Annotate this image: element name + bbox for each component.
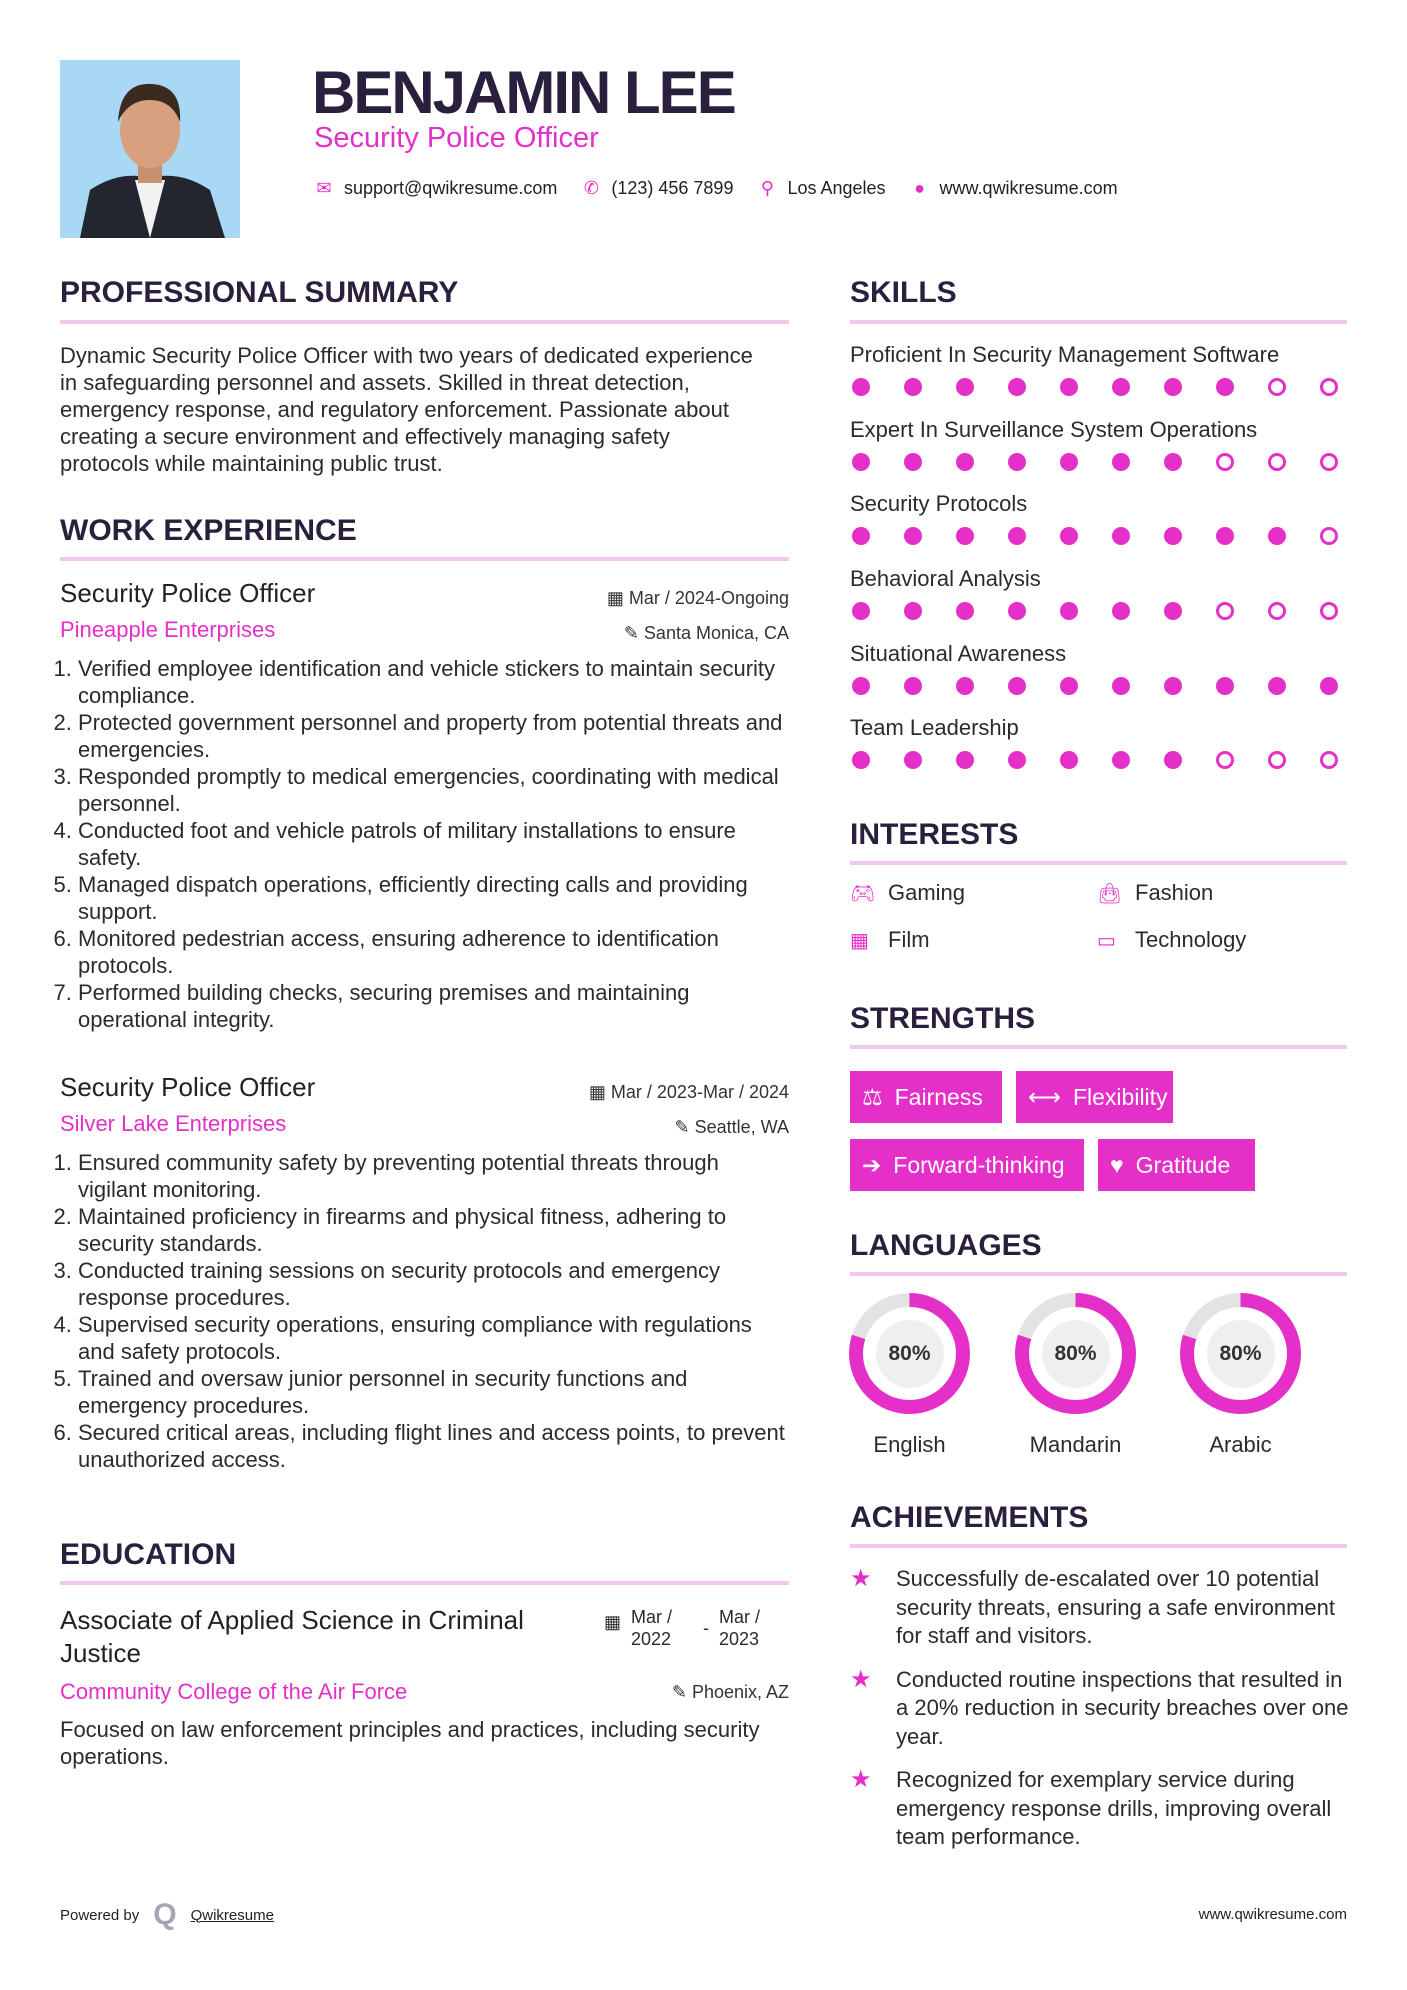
achievement-text: Recognized for exemplary service during emergency response drills, improving overall team performance. — [896, 1767, 1332, 1849]
rating-dot-filled — [1060, 751, 1078, 769]
location-text: Los Angeles — [787, 178, 886, 198]
interest-label: Technology — [1135, 927, 1247, 952]
rating-dot-filled — [1008, 751, 1026, 769]
phone-text: (123) 456 7899 — [611, 178, 734, 198]
education-description: Focused on law enforcement principles and practices, including security operations. — [60, 1717, 760, 1769]
skill-name: Situational Awareness — [850, 640, 1067, 666]
job-entry — [60, 578, 789, 1033]
rating-dot-empty — [1216, 751, 1234, 769]
rating-dot-filled — [1164, 378, 1182, 396]
job-location-text: Santa Monica, CA — [643, 623, 789, 643]
rating-dot-filled — [1008, 453, 1026, 471]
job-bullet: 5. Managed dispatch operations, efficiently directing calls and providing support. — [78, 871, 789, 925]
interest-item — [850, 927, 930, 953]
shooting-star-icon: ★ — [850, 1565, 872, 1592]
profile-photo — [60, 60, 240, 238]
achievements-list — [850, 1565, 1350, 1867]
rating-dot-filled — [1216, 677, 1234, 695]
language-item — [849, 1293, 970, 1458]
job-role: Security Police Officer — [60, 578, 316, 608]
rating-dot-filled — [1060, 677, 1078, 695]
divider — [850, 320, 1347, 324]
rating-dot-filled — [852, 751, 870, 769]
rating-dot-filled — [1008, 602, 1026, 620]
job-role: Security Police Officer — [60, 1072, 316, 1102]
rating-dot-filled — [1008, 677, 1026, 695]
rating-dot-filled — [956, 378, 974, 396]
job-bullet: 1. Verified employee identification and vehicle stickers to maintain security compliance. — [78, 655, 789, 709]
rating-dot-filled — [904, 378, 922, 396]
interest-item — [1097, 880, 1213, 906]
rating-dot-empty — [1268, 378, 1286, 396]
calendar-icon: ▦ — [606, 588, 629, 608]
globe-icon: ● — [914, 178, 925, 198]
divider — [60, 1581, 789, 1585]
rating-dot-empty — [1320, 751, 1338, 769]
language-percent: 80% — [1042, 1320, 1110, 1388]
language-percent: 80% — [1207, 1320, 1275, 1388]
rating-dot-filled — [904, 677, 922, 695]
interest-label: Fashion — [1135, 880, 1214, 905]
rating-dot-filled — [904, 602, 922, 620]
rating-dot-empty — [1320, 527, 1338, 545]
rating-dot-filled — [956, 677, 974, 695]
skill-item — [850, 491, 1338, 566]
language-name: English — [873, 1432, 946, 1457]
rating-dot-filled — [1112, 677, 1130, 695]
rating-dot-filled — [1060, 453, 1078, 471]
language-ring — [1015, 1293, 1136, 1414]
job-bullets — [60, 655, 789, 1033]
rating-dot-empty — [1268, 751, 1286, 769]
languages-heading: LANGUAGES — [850, 1229, 1042, 1262]
strength-tag — [850, 1071, 1002, 1123]
divider — [60, 557, 789, 561]
degree: Associate of Applied Science in Criminal Justice — [60, 1605, 524, 1668]
skill-name: Security Protocols — [850, 491, 1028, 517]
rating-dot-empty — [1320, 602, 1338, 620]
strength-label: Flexibility — [1072, 1083, 1168, 1110]
divider — [850, 1272, 1347, 1276]
rating-dot-filled — [1164, 751, 1182, 769]
skill-rating — [850, 751, 1338, 769]
language-ring — [1180, 1293, 1301, 1414]
rating-dot-filled — [1060, 378, 1078, 396]
education-location-text: Phoenix, AZ — [691, 1682, 789, 1702]
footer-website[interactable]: www.qwikresume.com — [1198, 1906, 1347, 1923]
job-bullets — [60, 1149, 789, 1473]
rating-dot-filled — [852, 602, 870, 620]
rating-dot-filled — [1112, 751, 1130, 769]
education-location — [672, 1682, 789, 1703]
rating-dot-filled — [852, 677, 870, 695]
rating-dot-filled — [1112, 602, 1130, 620]
strengths-heading: STRENGTHS — [850, 1002, 1036, 1035]
job-bullet: 3. Conducted training sessions on security protocols and emergency response procedures. — [78, 1257, 789, 1311]
job-bullet: 2. Protected government personnel and property from potential threats and emergencies. — [78, 709, 789, 763]
contact-bar — [314, 178, 1118, 199]
job-bullet: 5. Trained and oversaw junior personnel in security functions and emergency procedures. — [78, 1365, 789, 1419]
film-icon: ▦ — [850, 929, 869, 952]
shopping-bag-icon: 👜︎ — [1097, 882, 1123, 905]
interest-item — [850, 880, 965, 906]
rating-dot-filled — [1112, 453, 1130, 471]
skills-heading: SKILLS — [850, 276, 957, 309]
interest-label: Film — [888, 927, 930, 952]
job-bullet: 7. Performed building checks, securing premises and maintaining operational integrity. — [78, 979, 789, 1033]
summary-text: Dynamic Security Police Officer with two years of dedicated experience in safeguarding personnel and assets. Skilled in threat detection, emergency response, and regulatory enforcement. Passionate about creating a secure environment and effectively managing safety protocols while maintaining public trust. — [60, 343, 753, 476]
calendar-icon: ▦ — [604, 1612, 622, 1632]
qwikresume-logo-icon: Q — [153, 1898, 177, 1931]
language-item — [1015, 1293, 1136, 1458]
achievements-heading: ACHIEVEMENTS — [850, 1501, 1089, 1534]
rating-dot-filled — [1008, 527, 1026, 545]
strength-tag — [1016, 1071, 1173, 1123]
brand-link[interactable]: Qwikresume — [190, 1906, 274, 1924]
skill-name: Expert In Surveillance System Operations — [850, 416, 1258, 442]
interests-heading: INTERESTS — [850, 818, 1019, 851]
strength-label: Gratitude — [1135, 1151, 1231, 1178]
heart-icon: ♥ — [1110, 1151, 1124, 1178]
skill-item — [850, 715, 1338, 790]
rating-dot-filled — [956, 453, 974, 471]
rating-dot-filled — [956, 527, 974, 545]
rating-dot-filled — [1268, 527, 1286, 545]
achievement-text: Successfully de-escalated over 10 potential security threats, ensuring a safe environment for staff and visitors. — [896, 1566, 1336, 1648]
skills-list — [850, 342, 1338, 790]
rating-dot-filled — [1164, 602, 1182, 620]
email-link[interactable]: support@qwikresume.com — [344, 178, 558, 198]
rating-dot-filled — [1112, 527, 1130, 545]
rating-dot-filled — [852, 453, 870, 471]
rating-dot-filled — [956, 751, 974, 769]
footer-powered — [60, 1898, 274, 1932]
rating-dot-filled — [904, 527, 922, 545]
rating-dot-empty — [1320, 453, 1338, 471]
skill-item — [850, 641, 1338, 716]
job-company: Pineapple Enterprises — [60, 617, 276, 642]
job-location-text: Seattle, WA — [694, 1117, 789, 1137]
job-company: Silver Lake Enterprises — [60, 1111, 287, 1136]
job-date-text: Mar / 2024-Ongoing — [628, 588, 789, 608]
rating-dot-filled — [1164, 677, 1182, 695]
map-pin-icon: ⚲ — [760, 178, 775, 198]
language-name: Mandarin — [1029, 1432, 1122, 1457]
pushpin-icon: ✎ — [671, 1682, 692, 1702]
arrow-right-icon: ➔ — [862, 1151, 882, 1178]
education-start: Mar / 2022 — [631, 1607, 673, 1649]
rating-dot-filled — [1060, 602, 1078, 620]
strength-label: Fairness — [894, 1083, 983, 1110]
education-heading: EDUCATION — [60, 1538, 237, 1571]
achievement-item — [850, 1766, 1350, 1852]
pushpin-icon: ✎ — [623, 623, 644, 643]
skill-name: Team Leadership — [850, 715, 1019, 741]
job-bullet: 6. Secured critical areas, including flight lines and access points, to prevent unauthorized access. — [78, 1419, 789, 1473]
job-entry — [60, 1072, 789, 1473]
calendar-icon: ▦ — [588, 1082, 611, 1102]
rating-dot-filled — [956, 602, 974, 620]
school-name: Community College of the Air Force — [60, 1679, 408, 1704]
job-location — [675, 1117, 789, 1138]
job-bullet: 3. Responded promptly to medical emergencies, coordinating with medical personnel. — [78, 763, 789, 817]
job-date — [607, 588, 789, 609]
skill-name: Proficient In Security Management Software — [850, 342, 1280, 367]
education-dates — [604, 1606, 781, 1650]
job-location — [624, 623, 789, 644]
language-ring — [849, 1293, 970, 1414]
rating-dot-filled — [1164, 453, 1182, 471]
gamepad-icon: 🎮︎ — [850, 882, 876, 905]
divider — [60, 320, 789, 324]
experience-heading: WORK EXPERIENCE — [60, 514, 357, 547]
job-bullet: 2. Maintained proficiency in firearms and physical fitness, adhering to security standards. — [78, 1203, 789, 1257]
skill-item — [850, 566, 1338, 641]
interest-label: Gaming — [888, 880, 966, 905]
achievement-text: Conducted routine inspections that resulted in a 20% reduction in security breaches over one year. — [896, 1666, 1349, 1749]
language-item — [1180, 1293, 1301, 1458]
rating-dot-filled — [1112, 378, 1130, 396]
powered-by-text: Powered by — [60, 1906, 140, 1924]
candidate-name: BENJAMIN LEE — [312, 59, 735, 126]
job-bullet: 1. Ensured community safety by preventing potential threats through vigilant monitoring. — [78, 1149, 789, 1203]
divider — [850, 861, 1347, 865]
achievement-item — [850, 1666, 1350, 1752]
strength-label: Forward-thinking — [893, 1151, 1065, 1178]
summary-heading: PROFESSIONAL SUMMARY — [60, 276, 459, 309]
job-bullet: 4. Conducted foot and vehicle patrols of military installations to ensure safety. — [78, 817, 789, 871]
skill-rating — [850, 677, 1338, 695]
rating-dot-filled — [1060, 527, 1078, 545]
rating-dot-filled — [1008, 378, 1026, 396]
envelope-icon: ✉ — [316, 178, 332, 198]
rating-dot-filled — [852, 527, 870, 545]
pushpin-icon: ✎ — [674, 1117, 695, 1137]
divider — [850, 1045, 1347, 1049]
rating-dot-empty — [1268, 453, 1286, 471]
rating-dot-filled — [1216, 527, 1234, 545]
skill-rating — [850, 527, 1338, 545]
rating-dot-empty — [1216, 453, 1234, 471]
job-bullet: 4. Supervised security operations, ensuring compliance with regulations and safety protocols. — [78, 1311, 789, 1365]
rating-dot-filled — [1164, 527, 1182, 545]
rating-dot-filled — [904, 751, 922, 769]
rating-dot-empty — [1320, 378, 1338, 396]
rating-dot-filled — [904, 453, 922, 471]
rating-dot-filled — [1216, 378, 1234, 396]
education-end: Mar / 2023 — [719, 1607, 761, 1649]
rating-dot-empty — [1268, 602, 1286, 620]
language-name: Arabic — [1209, 1432, 1272, 1457]
job-date — [589, 1082, 789, 1103]
skill-item — [850, 417, 1338, 492]
skill-item — [850, 342, 1338, 417]
website-link[interactable]: www.qwikresume.com — [939, 178, 1118, 198]
language-percent: 80% — [876, 1320, 944, 1388]
balance-scale-icon: ⚖ — [862, 1083, 883, 1110]
laptop-icon: ▭ — [1097, 929, 1116, 952]
strength-tag — [1098, 1139, 1255, 1191]
achievement-item — [850, 1565, 1350, 1651]
rating-dot-filled — [852, 378, 870, 396]
candidate-title: Security Police Officer — [314, 122, 599, 154]
job-date-text: Mar / 2023-Mar / 2024 — [610, 1082, 789, 1102]
skill-rating — [850, 602, 1338, 620]
rating-dot-empty — [1216, 602, 1234, 620]
shooting-star-icon: ★ — [850, 1766, 872, 1793]
skill-name: Behavioral Analysis — [850, 566, 1041, 592]
divider — [850, 1544, 1347, 1548]
skill-rating — [850, 453, 1338, 471]
date-separator: - — [703, 1618, 710, 1638]
rating-dot-filled — [1268, 677, 1286, 695]
arrows-horizontal-icon: ⟷ — [1028, 1083, 1061, 1110]
strength-tag — [850, 1139, 1084, 1191]
rating-dot-filled — [1320, 677, 1338, 695]
job-bullet: 6. Monitored pedestrian access, ensuring adherence to identification protocols. — [78, 925, 789, 979]
skill-rating — [850, 378, 1338, 396]
shooting-star-icon: ★ — [850, 1665, 872, 1693]
interest-item — [1097, 927, 1246, 953]
phone-icon: ✆ — [583, 178, 599, 198]
